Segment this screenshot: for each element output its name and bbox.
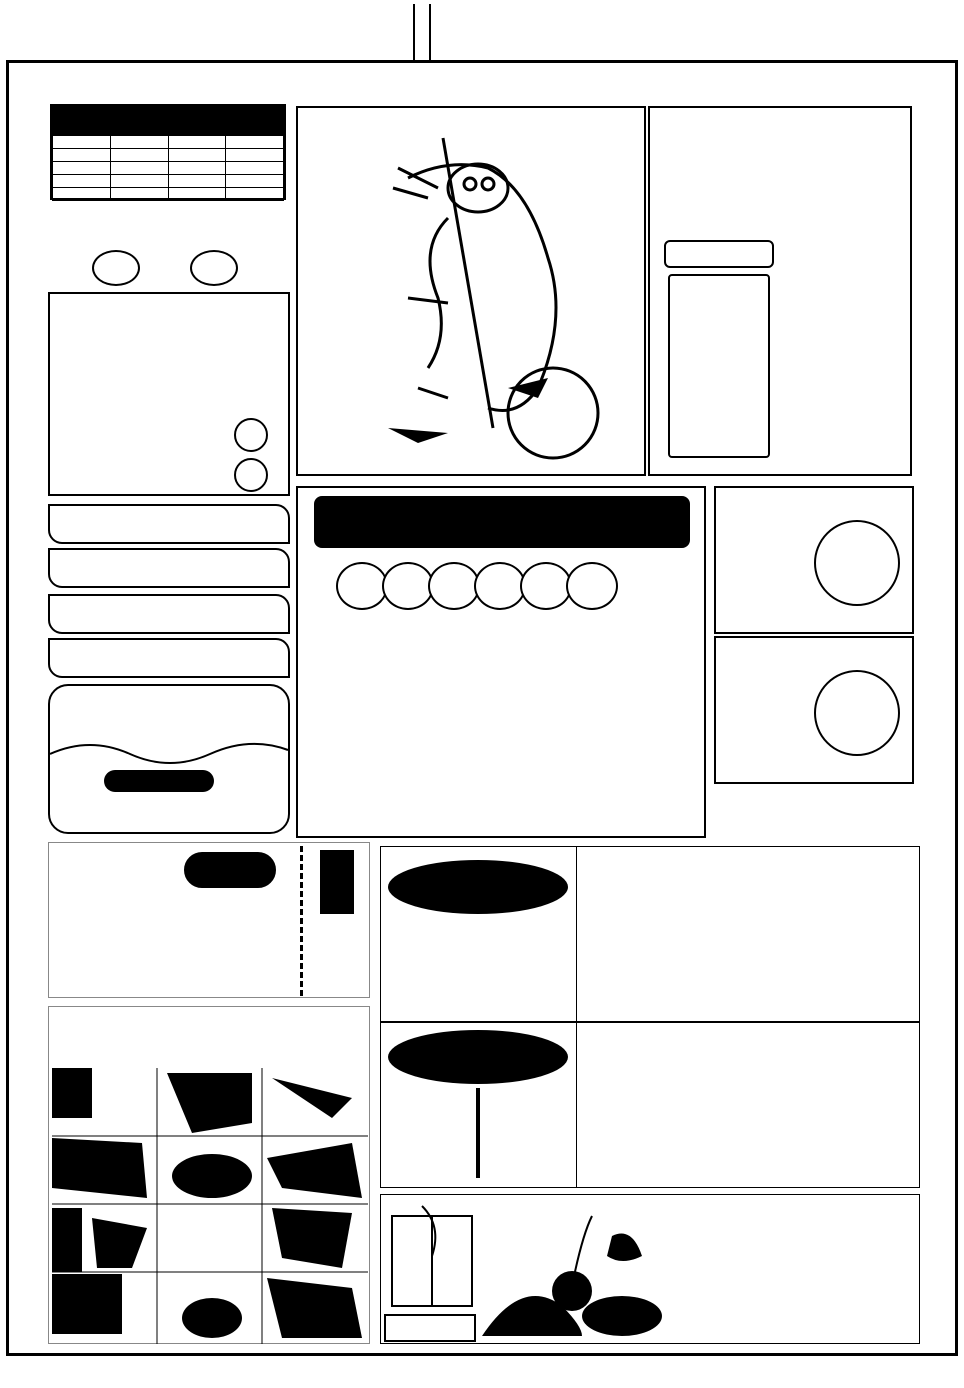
wave-divider <box>50 736 288 766</box>
table-cell <box>168 175 226 188</box>
analysis-title <box>314 496 690 548</box>
monkey-illustration <box>298 108 644 474</box>
table-cell <box>226 162 284 175</box>
table-cell <box>53 188 111 201</box>
total-split-label <box>388 860 568 914</box>
table-cell <box>168 188 226 201</box>
lucky-range-row <box>48 638 290 678</box>
table-cell <box>110 149 168 162</box>
table-cell <box>168 136 226 149</box>
table-cell <box>53 149 111 162</box>
divider <box>576 846 577 1022</box>
riddle-caption <box>384 1314 476 1342</box>
scroll-frame <box>668 274 770 458</box>
analysis-number <box>382 562 434 610</box>
analysis-number <box>566 562 618 610</box>
odds-table-title <box>52 106 284 122</box>
lucky-color-row <box>48 594 290 634</box>
lucky-code-row <box>48 504 290 544</box>
table-row <box>53 162 284 175</box>
table-cell <box>110 162 168 175</box>
table-row <box>53 188 284 201</box>
provide-number-2 <box>234 458 268 492</box>
side-label <box>320 850 354 914</box>
table-cell <box>226 188 284 201</box>
special-open-label <box>388 1030 568 1084</box>
table-cell <box>110 188 168 201</box>
count-number-2 <box>814 670 900 756</box>
table-header <box>226 123 284 136</box>
table-header <box>110 123 168 136</box>
cold-hot-number-1 <box>92 250 140 286</box>
marquee-top <box>40 64 924 88</box>
table-cell <box>53 136 111 149</box>
table-row <box>53 175 284 188</box>
marquee-left <box>8 94 38 1334</box>
table-cell <box>226 175 284 188</box>
table-cell <box>226 149 284 162</box>
table-cell <box>226 136 284 149</box>
table-cell <box>168 149 226 162</box>
special-note-badge <box>104 770 214 792</box>
table-cell <box>110 136 168 149</box>
lucky-zodiac-row <box>48 548 290 588</box>
divider <box>476 1088 480 1178</box>
xuanji-badge <box>184 852 276 888</box>
masthead-title <box>413 4 431 60</box>
analysis-number <box>474 562 526 610</box>
table-cell <box>53 175 111 188</box>
table-row <box>53 149 284 162</box>
puzzle-grid <box>52 1068 368 1344</box>
table-row <box>53 136 284 149</box>
provide-number-1 <box>234 418 268 452</box>
table-cell <box>110 175 168 188</box>
table-header <box>53 123 111 136</box>
cold-hot-number-2 <box>190 250 238 286</box>
analysis-number <box>336 562 388 610</box>
analysis-number <box>520 562 572 610</box>
odds-table <box>50 104 286 200</box>
analysis-number <box>428 562 480 610</box>
table-cell <box>53 162 111 175</box>
monkey-illustration-box <box>296 106 646 476</box>
table-cell <box>168 162 226 175</box>
scroll-label <box>664 240 774 268</box>
dashed-divider <box>300 846 304 996</box>
analysis-numbers <box>336 562 676 610</box>
count-number-1 <box>814 520 900 606</box>
divider <box>576 1022 577 1188</box>
marquee-right <box>928 94 958 1334</box>
table-header <box>168 123 226 136</box>
